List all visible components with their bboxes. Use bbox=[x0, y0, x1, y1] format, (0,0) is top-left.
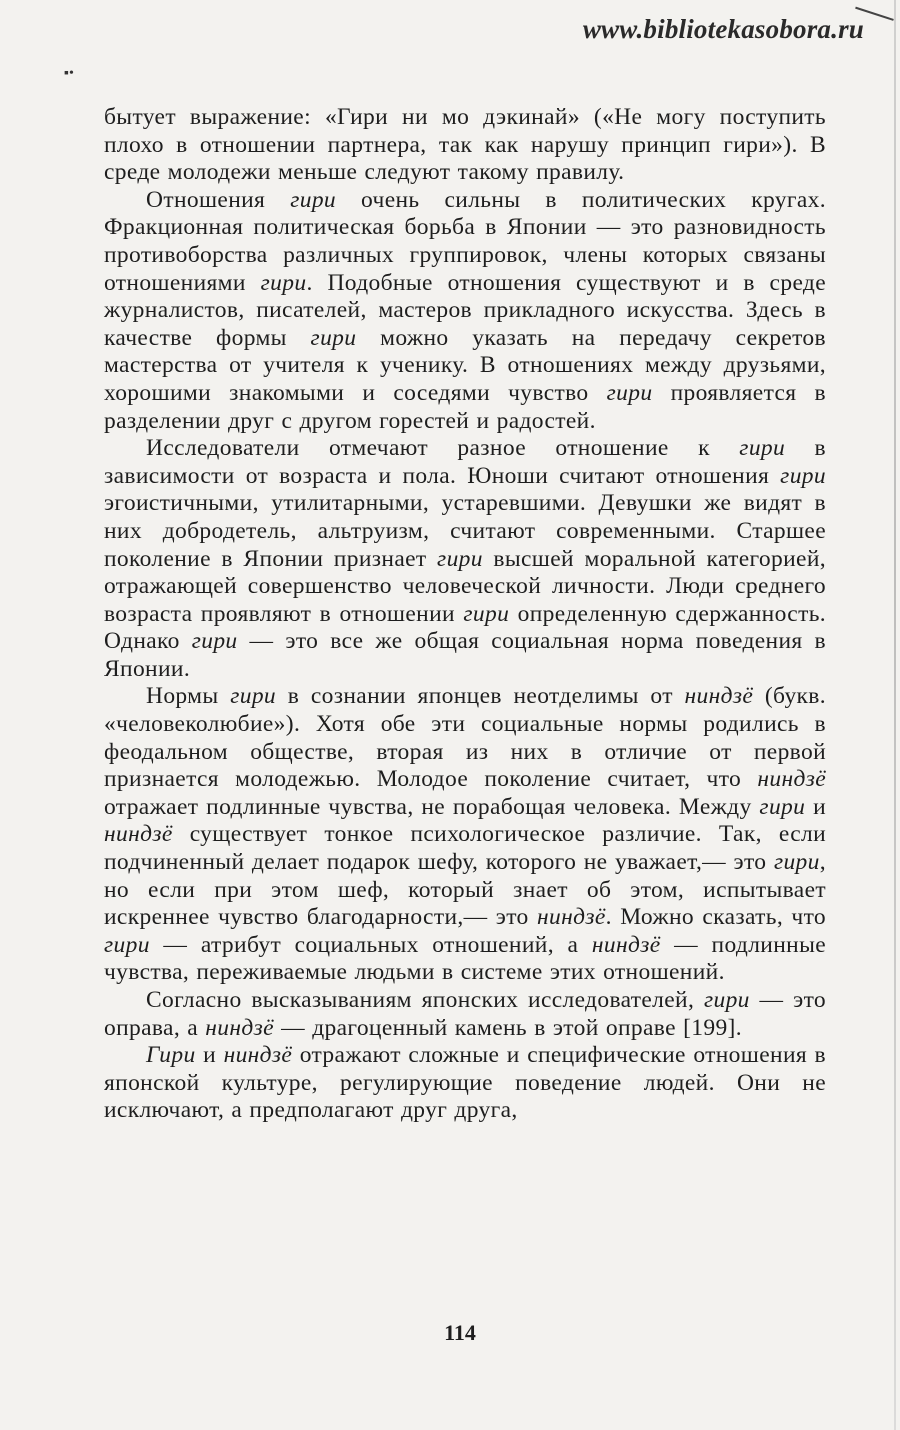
paragraph: Гири и ниндзё отражают сложные и специфические отношения в японской культуре, регулирующие поведение людей. Они не исключают, а предполагают друг друга, bbox=[104, 1042, 826, 1124]
paragraph: Согласно высказываниям японских исследователей, гири — это оправа, а ниндзё — драгоценный камень в этой оправе [199]. bbox=[104, 987, 826, 1041]
page-number: 114 bbox=[444, 1320, 476, 1345]
watermark-url: www.bibliotekasobora.ru bbox=[582, 14, 864, 44]
margin-mark: ▪• bbox=[64, 66, 74, 81]
paragraph: Нормы гири в сознании японцев неотделимы от ниндзё (букв. «человеколюбие»). Хотя обе эти социальные нормы родились в феодальном обществе, вторая из них в отличие от первой признается молодежью. Молодое поколение считает, что ниндзё отражает подлинные чувства, не порабощая человека. Между гири и ниндзё существует тонкое психологическое различие. Так, если подчиненный делает подарок шефу, которого не уважает,— это гири, но если при этом шеф, который знает об этом, испытывает искреннее чувство благодарности,— это ниндзё. Можно сказать, что гири — атрибут социальных отношений, а ниндзё — подлинные чувства, переживаемые людьми в системе этих отношений. bbox=[104, 683, 827, 986]
body-text bbox=[104, 104, 826, 1125]
paragraph: Отношения гири очень сильны в политических кругах. Фракционная политическая борьба в Японии — это разновидность противоборства различных группировок, члены которых связаны отношениями гири. Подобные отношения существуют и в среде журналистов, писателей, мастеров прикладного искусства. Здесь в качестве формы гири можно указать на передачу секретов мастерства от учителя к ученику. В отношениях между друзьями, хорошими знакомыми и соседями чувство гири проявляется в разделении друг с другом горестей и радостей. bbox=[104, 186, 826, 434]
page-edge bbox=[894, 0, 896, 1430]
paragraph: бытует выражение: «Гири ни мо дэкинай» («Не могу поступить плохо в отношении партнера, так как нарушу принцип гири»). В среде молодежи меньше следуют такому правилу. bbox=[104, 104, 826, 186]
paragraph: Исследователи отмечают разное отношение к гири в зависимости от возраста и пола. Юноши считают отношения гири эгоистичными, утилитарными, устаревшими. Девушки же видят в них добродетель, альтруизм, считают современными. Старшее поколение в Японии признает гири высшей моральной категорией, отражающей совершенство человеческой личности. Люди среднего возраста проявляют в отношении гири определенную сдержанность. Однако гири — это все же общая социальная норма поведения в Японии. bbox=[104, 435, 826, 682]
